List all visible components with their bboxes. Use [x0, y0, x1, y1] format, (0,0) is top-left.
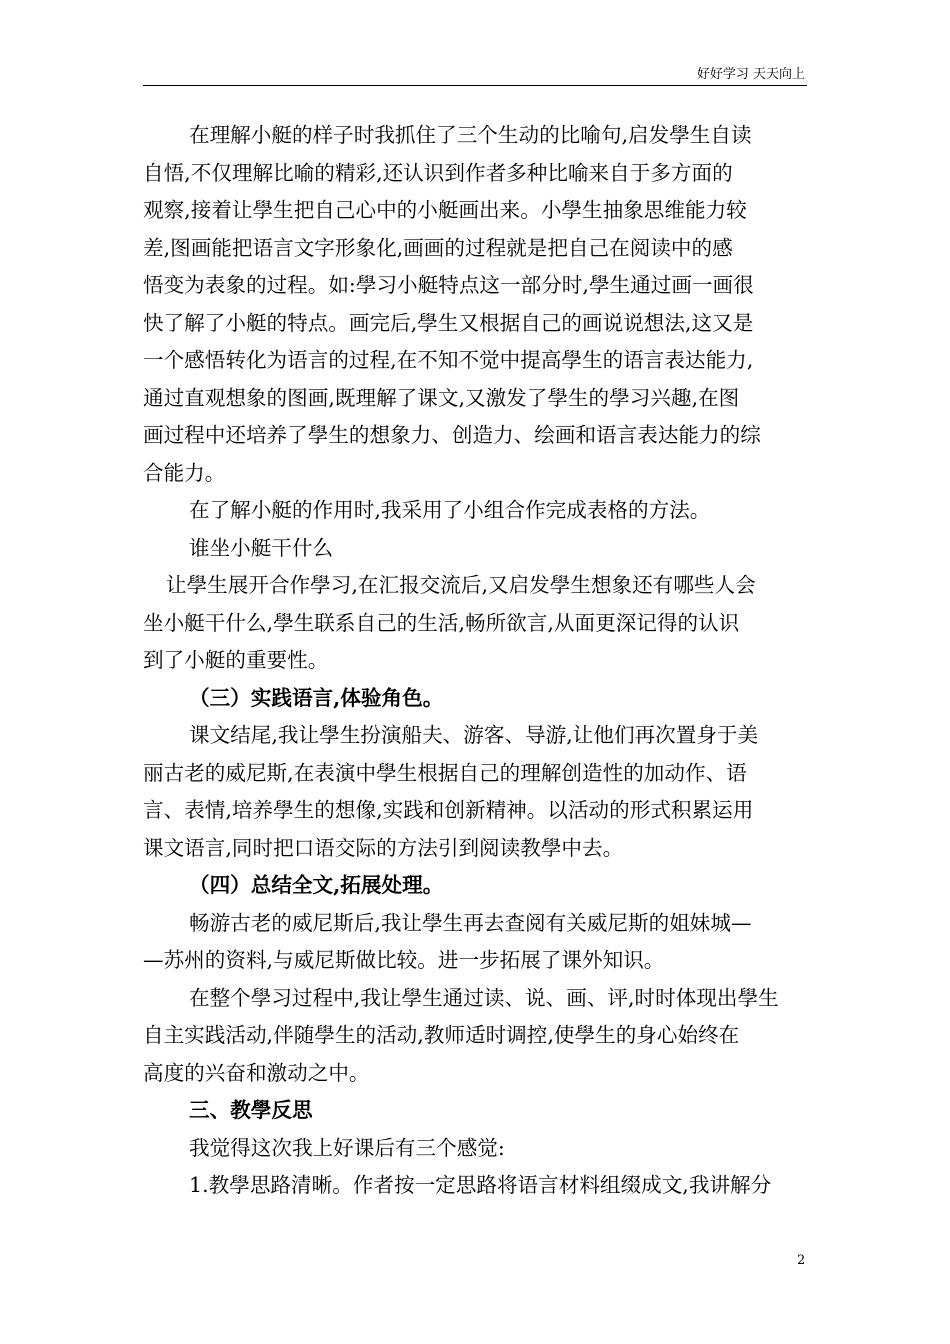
text-line: 自悟,不仅理解比喻的精彩,还认识到作者多种比喻来自于多方面的 — [143, 160, 733, 185]
text-line: 通过直观想象的图画,既理解了课文,又激发了學生的學习兴趣,在图 — [143, 385, 740, 410]
text-line: 谁坐小艇干什么 — [189, 535, 334, 560]
text-line: 课文语言,同时把口语交际的方法引到阅读教學中去。 — [143, 835, 624, 860]
text-line: 高度的兴奋和激动之中。 — [143, 1060, 370, 1085]
text-line: 自主实践活动,伴随學生的活动,教师适时调控,使學生的身心始终在 — [143, 1023, 740, 1047]
header-text: 好好学习 天天向上 — [696, 67, 805, 82]
text-line: 差,图画能把语言文字形象化,画画的过程就是把自己在阅读中的感 — [143, 235, 733, 260]
section-heading-4: （四）总结全文,拓展处理。 — [189, 873, 444, 897]
text-line: 观察,接着让學生把自己心中的小艇画出来。小學生抽象思维能力较 — [143, 198, 747, 222]
text-line: 让學生展开合作學习,在汇报交流后,又启发學生想象还有哪些人会 — [166, 573, 756, 597]
text-line: —苏州的资料,与威尼斯做比较。进一步拓展了课外知识。 — [143, 948, 665, 972]
text-line: 在整个學习过程中,我让學生通过读、说、画、评,时时体现出學生 — [189, 985, 779, 1010]
section-heading-3: （三）实践语言,体验角色。 — [189, 685, 444, 710]
body-text — [143, 117, 807, 1205]
section-heading-reflection: 三、教學反思 — [189, 1098, 313, 1122]
header-rule — [143, 85, 807, 86]
text-line: 快了解了小艇的特点。画完后,學生又根据自己的画说说想法,这又是 — [143, 310, 754, 335]
text-line: 言、表情,培养學生的想像,实践和创新精神。以活动的形式积累运用 — [143, 798, 754, 822]
text-line: 合能力。 — [143, 460, 226, 485]
text-line: 悟变为表象的过程。如:學习小艇特点这一部分时,學生通过画一画很 — [143, 273, 754, 297]
page-number: 2 — [797, 1253, 806, 1268]
text-line: 丽古老的威尼斯,在表演中學生根据自己的理解创造性的加动作、语 — [143, 760, 747, 785]
text-line: 在理解小艇的样子时我抓住了三个生动的比喻句,启发學生自读 — [189, 123, 752, 147]
text-line: 在了解小艇的作用时,我采用了小组合作完成表格的方法。 — [189, 498, 711, 522]
text-line: 课文结尾,我让學生扮演船夫、游客、导游,让他们再次置身于美 — [189, 723, 759, 747]
text-line: 我觉得这次我上好课后有三个感觉: — [189, 1135, 505, 1160]
text-line: 到了小艇的重要性。 — [143, 648, 329, 672]
text-line: 画过程中还培养了學生的想象力、创造力、绘画和语言表达能力的综 — [143, 423, 761, 447]
text-line: 坐小艇干什么,學生联系自己的生活,畅所欲言,从面更深记得的认识 — [143, 610, 740, 635]
text-line: 1.教學思路清晰。作者按一定思路将语言材料组缀成文,我讲解分 — [189, 1173, 772, 1197]
text-line: 一个感悟转化为语言的过程,在不知不觉中提高學生的语言表达能力, — [143, 348, 754, 372]
text-line: 畅游古老的威尼斯后,我让學生再去查阅有关威尼斯的姐妹城— — [189, 910, 752, 935]
